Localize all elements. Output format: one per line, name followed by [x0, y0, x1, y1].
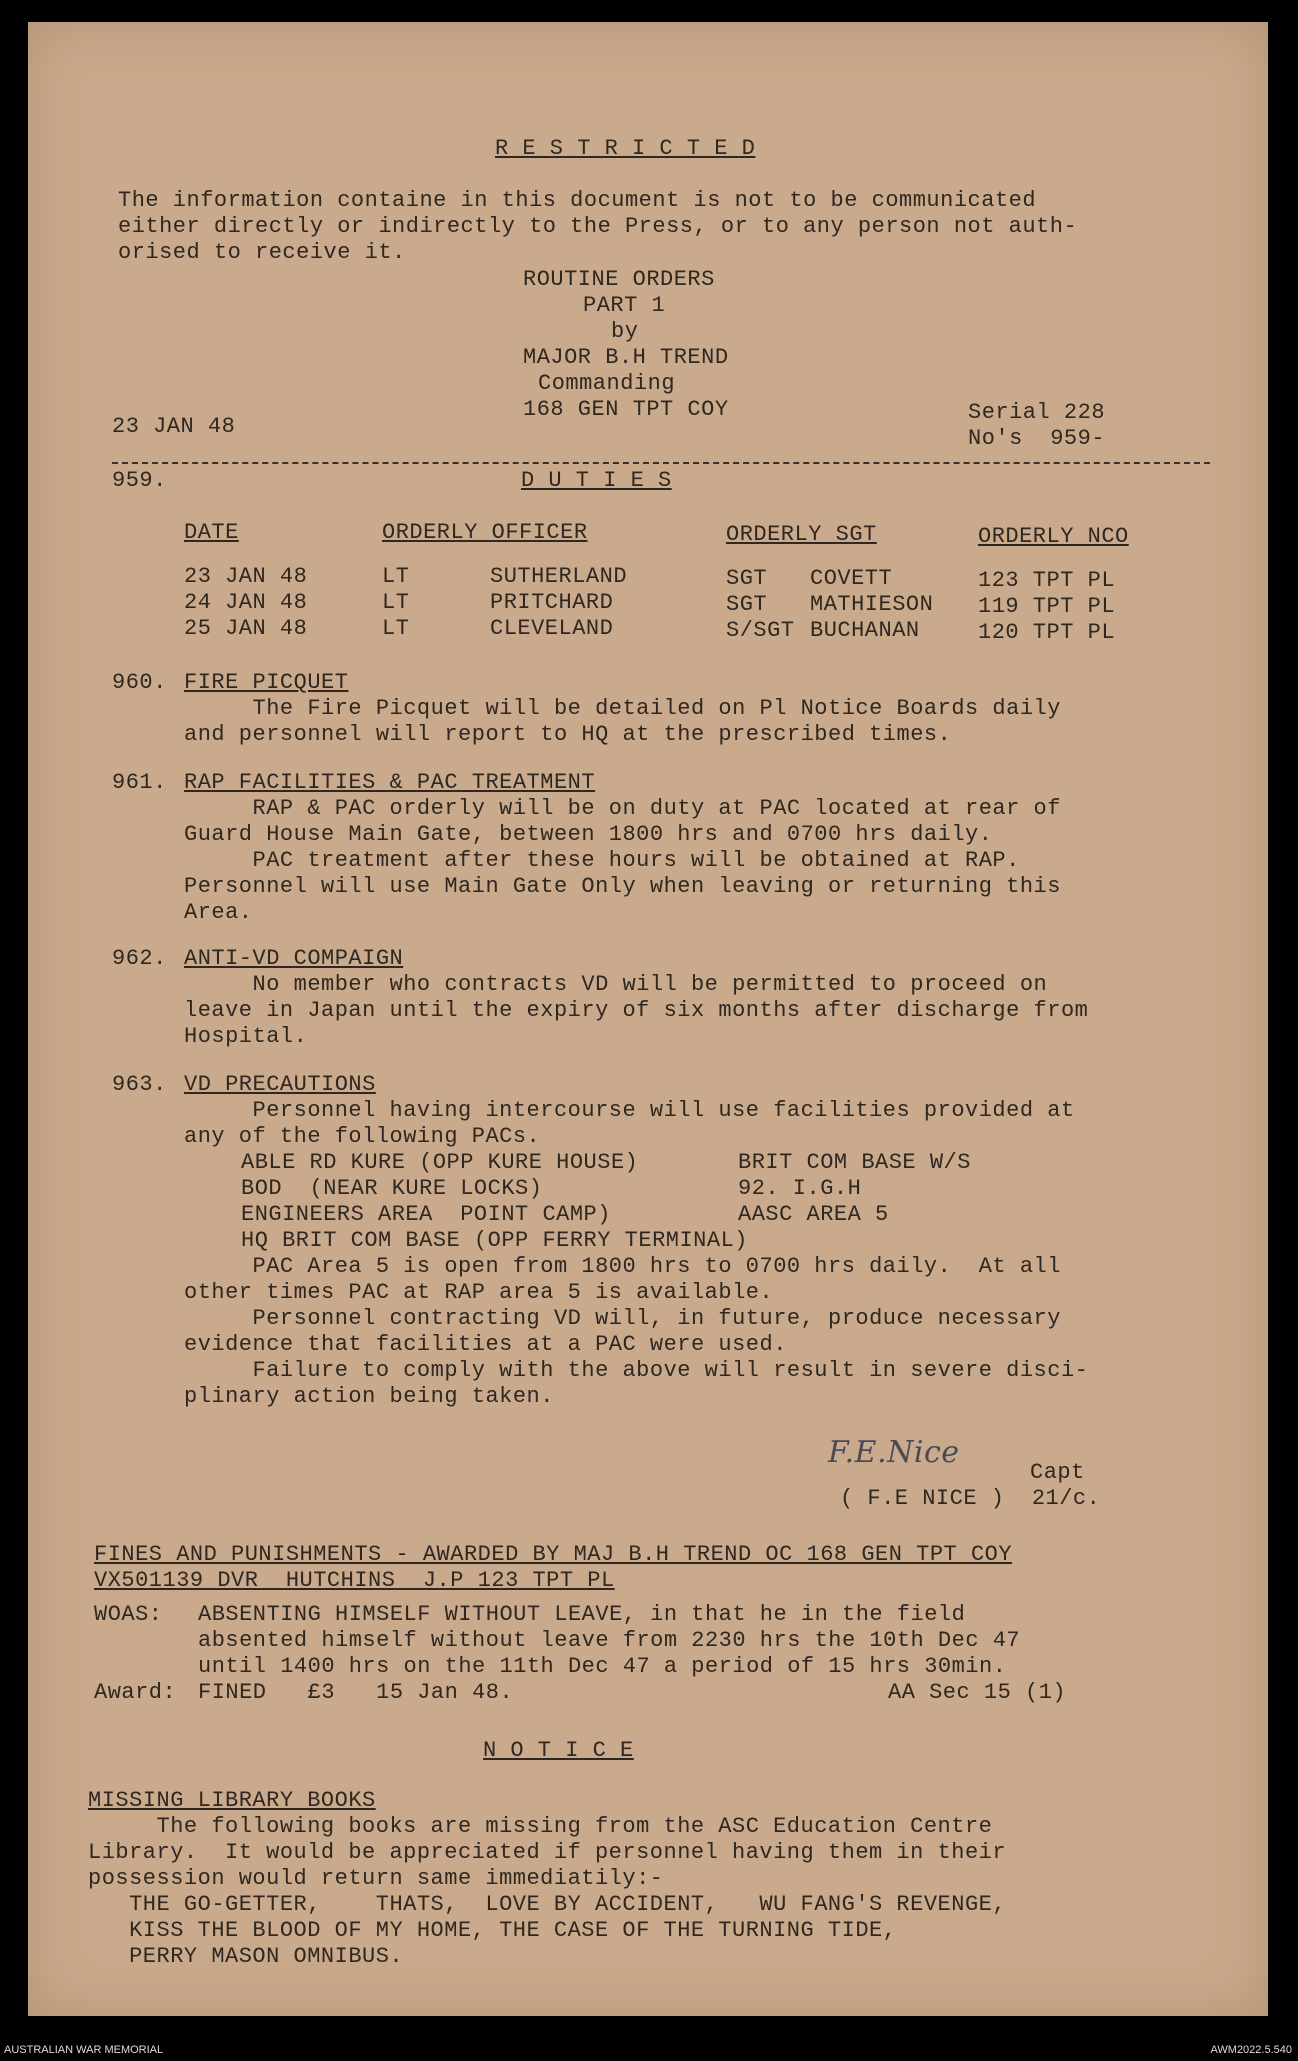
archive-caption: AUSTRALIAN WAR MEMORIAL [4, 2044, 164, 2056]
duty-nco: 119 TPT PL [978, 594, 1116, 619]
section-963-line-7: Failure to comply with the above will result in severe disci- [184, 1358, 1089, 1383]
section-961-line-1: RAP & PAC orderly will be on duty at PAC located at rear of [184, 796, 1061, 821]
section-962-number: 962. [112, 946, 167, 971]
section-961-line-2: Guard House Main Gate, between 1800 hrs and 0700 hrs daily. [184, 822, 993, 847]
fines-heading: FINES AND PUNISHMENTS - AWARDED BY MAJ B.H TREND OC 168 GEN TPT COY [94, 1542, 1013, 1567]
woas-line-3: until 1400 hrs on the 11th Dec 47 a period of 15 hrs 30min. [198, 1654, 1007, 1679]
notice-line-3: possession would return same immediatily:- [88, 1866, 664, 1891]
section-961-line-3: PAC treatment after these hours will be obtained at RAP. [184, 848, 1020, 873]
duty-date: 24 JAN 48 [184, 590, 308, 615]
pac-location-left-1: ABLE RD KURE (OPP KURE HOUSE) [241, 1150, 639, 1175]
archive-reference: AWM2022.5.540 [1210, 2044, 1292, 2056]
duty-sgt: BUCHANAN [810, 618, 920, 643]
woas-line-2: absented himself without leave from 2230 hrs the 10th Dec 47 [198, 1628, 1021, 1653]
section-963-line-3: PAC Area 5 is open from 1800 hrs to 0700 hrs daily. At all [184, 1254, 1061, 1279]
duty-officer: CLEVELAND [490, 616, 614, 641]
restriction-line-1: The information containe in this document is not to be communicated [118, 188, 1037, 213]
award-label: Award: [94, 1680, 177, 1705]
restricted-heading: R E S T R I C T E D [495, 136, 756, 161]
pac-location-right-1: BRIT COM BASE W/S [738, 1150, 971, 1175]
duty-officer: SUTHERLAND [490, 564, 628, 589]
duty-officer: PRITCHARD [490, 590, 614, 615]
title-line-3: by [611, 319, 639, 344]
notice-heading: N O T I C E [483, 1738, 634, 1763]
section-961-heading: RAP FACILITIES & PAC TREATMENT [184, 770, 596, 795]
section-962-heading: ANTI-VD COMPAIGN [184, 946, 404, 971]
section-962-line-3: Hospital. [184, 1024, 308, 1049]
duty-sgt-rank: S/SGT [726, 618, 795, 643]
section-962-line-2: leave in Japan until the expiry of six months after discharge from [184, 998, 1089, 1023]
duties-number: 959. [112, 468, 167, 493]
pac-location-left-2: BOD (NEAR KURE LOCKS) [241, 1176, 543, 1201]
title-line-1: ROUTINE ORDERS [523, 267, 715, 292]
section-963-line-8: plinary action being taken. [184, 1384, 554, 1409]
notice-line-5: KISS THE BLOOD OF MY HOME, THE CASE OF THE TURNING TIDE, [88, 1918, 897, 1943]
duty-officer-rank: LT [382, 564, 410, 589]
duty-sgt: MATHIESON [810, 592, 934, 617]
order-numbers: No's 959- [968, 426, 1106, 451]
duty-nco: 120 TPT PL [978, 620, 1116, 645]
section-961-line-5: Area. [184, 900, 253, 925]
restriction-line-3: orised to receive it. [118, 240, 406, 265]
section-961-number: 961. [112, 770, 167, 795]
serial-number: Serial 228 [968, 400, 1106, 425]
section-960-line-1: The Fire Picquet will be detailed on Pl Notice Boards daily [184, 696, 1061, 721]
duty-sgt-rank: SGT [726, 566, 768, 591]
title-line-2: PART 1 [583, 293, 666, 318]
notice-line-1: The following books are missing from the ASC Education Centre [88, 1814, 993, 1839]
section-960-number: 960. [112, 670, 167, 695]
duty-nco: 123 TPT PL [978, 568, 1116, 593]
duty-date: 23 JAN 48 [184, 564, 308, 589]
duties-col-officer: ORDERLY OFFICER [382, 520, 588, 545]
section-963-line-2: any of the following PACs. [184, 1124, 541, 1149]
title-line-5: Commanding [538, 371, 676, 396]
section-961-line-4: Personnel will use Main Gate Only when leaving or returning this [184, 874, 1061, 899]
restriction-line-2: either directly or indirectly to the Press, or to any person not auth- [118, 214, 1078, 239]
duties-col-sgt: ORDERLY SGT [726, 522, 877, 547]
order-date: 23 JAN 48 [112, 414, 236, 439]
duty-officer-rank: LT [382, 590, 410, 615]
award-value: FINED £3 15 Jan 48. [198, 1680, 514, 1705]
pac-location-left-3: ENGINEERS AREA POINT CAMP) [241, 1202, 611, 1227]
notice-line-6: PERRY MASON OMNIBUS. [88, 1944, 404, 1969]
section-963-heading: VD PRECAUTIONS [184, 1072, 376, 1097]
notice-subheading: MISSING LIBRARY BOOKS [88, 1788, 376, 1813]
duties-col-nco: ORDERLY NCO [978, 524, 1129, 549]
section-963-number: 963. [112, 1072, 167, 1097]
title-line-6: 168 GEN TPT COY [523, 397, 729, 422]
section-963-line-4: other times PAC at RAP area 5 is available. [184, 1280, 774, 1305]
pac-location-right-3: AASC AREA 5 [738, 1202, 889, 1227]
duties-heading: D U T I E S [521, 468, 672, 493]
duty-sgt: COVETT [810, 566, 893, 591]
woas-label: WOAS: [94, 1602, 163, 1627]
section-963-line-6: evidence that facilities at a PAC were used. [184, 1332, 787, 1357]
notice-line-4: THE GO-GETTER, THATS, LOVE BY ACCIDENT, WU FANG'S REVENGE, [88, 1892, 1007, 1917]
award-act: AA Sec 15 (1) [888, 1680, 1067, 1705]
divider-rule [112, 462, 1210, 464]
duties-col-date: DATE [184, 520, 239, 545]
duty-sgt-rank: SGT [726, 592, 768, 617]
title-line-4: MAJOR B.H TREND [523, 345, 729, 370]
section-963-line-1: Personnel having intercourse will use facilities provided at [184, 1098, 1075, 1123]
section-960-heading: FIRE PICQUET [184, 670, 349, 695]
document-page [28, 22, 1268, 2016]
pac-location-right-2: 92. I.G.H [738, 1176, 862, 1201]
section-962-line-1: No member who contracts VD will be permitted to proceed on [184, 972, 1048, 997]
section-963-line-5: Personnel contracting VD will, in future, produce necessary [184, 1306, 1061, 1331]
signature-rank: Capt [1030, 1460, 1085, 1485]
fines-member: VX501139 DVR HUTCHINS J.P 123 TPT PL [94, 1568, 615, 1593]
woas-line-1: ABSENTING HIMSELF WITHOUT LEAVE, in that he in the field [198, 1602, 966, 1627]
duty-officer-rank: LT [382, 616, 410, 641]
signature-name: ( F.E NICE ) 21/c. [840, 1486, 1101, 1511]
section-960-line-2: and personnel will report to HQ at the prescribed times. [184, 722, 952, 747]
duty-date: 25 JAN 48 [184, 616, 308, 641]
notice-line-2: Library. It would be appreciated if personnel having them in their [88, 1840, 1007, 1865]
pac-location-left-4: HQ BRIT COM BASE (OPP FERRY TERMINAL) [241, 1228, 748, 1253]
signature-scrawl: F.E.Nice [828, 1435, 960, 1470]
